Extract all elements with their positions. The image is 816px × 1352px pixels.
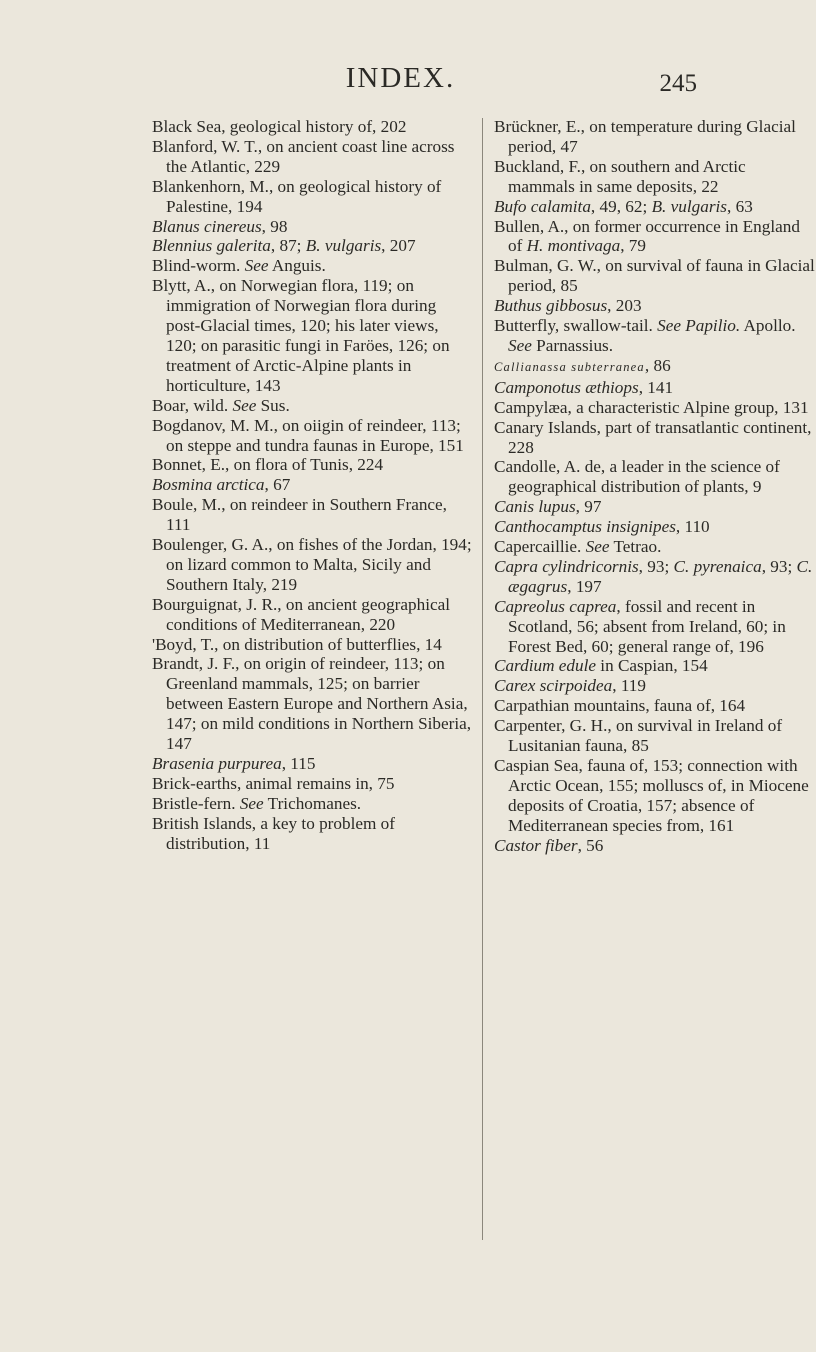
index-entry <box>152 595 472 635</box>
index-entry <box>152 535 472 595</box>
index-entry <box>494 696 816 716</box>
index-entry <box>494 217 816 257</box>
index-entry <box>494 517 816 537</box>
index-column-right <box>494 117 816 856</box>
entry-text: Black Sea, geological history of, 202 <box>152 117 407 136</box>
index-entry <box>494 256 816 296</box>
entry-text: Blytt, A., on Norwegian flora, 119; on immigration of Norwegian flora during post-Glacial times, 120; his later views, 120; on parasitic fungi in Faröes, 126; on treatment of Arctic-Alpine plants in horticulture, 143 <box>152 276 450 395</box>
entry-text: , 97 <box>575 497 602 517</box>
entry-text: Trichomanes. <box>263 793 362 813</box>
index-entry <box>152 256 472 276</box>
index-entry <box>494 117 816 157</box>
index-column-left <box>152 117 472 854</box>
entry-text-italic: Blanus cinereus <box>152 216 262 236</box>
index-entry <box>494 656 816 676</box>
entry-text: , 98 <box>261 216 288 236</box>
index-entry <box>494 676 816 696</box>
entry-text: Capercaillie. <box>494 537 586 557</box>
entry-text: , 203 <box>607 296 642 316</box>
index-entry <box>494 756 816 836</box>
entry-text: Bourguignat, J. R., on ancient geographical conditions of Mediterranean, 220 <box>152 594 451 634</box>
entry-text-italic: See <box>232 395 257 415</box>
index-entry <box>152 814 472 854</box>
entry-text-italic: B. vulgaris <box>305 236 382 256</box>
entry-text: Blind-worm. <box>152 256 245 276</box>
entry-text: Blanford, W. T., on ancient coast line across the Atlantic, 229 <box>152 136 455 176</box>
index-entry <box>152 794 472 814</box>
entry-text: Brückner, E., on temperature during Glacial period, 47 <box>494 117 796 156</box>
entry-text: Candolle, A. de, a leader in the science of geographical distribution of plants, 9 <box>494 457 780 497</box>
index-entry <box>494 157 816 197</box>
index-entry <box>152 475 472 495</box>
entry-text-italic: C. ægagrus <box>508 556 813 596</box>
index-entry <box>494 296 816 316</box>
entry-text: Bristle-fern. <box>152 793 240 813</box>
index-entry <box>494 197 816 217</box>
entry-text: , 115 <box>281 754 316 773</box>
page-number: 245 <box>659 70 697 97</box>
entry-text: , fossil and recent in Scotland, 56; absent from Ireland, 60; in Forest Bed, 60; general range of, 196 <box>508 596 786 656</box>
entry-text: Anguis. <box>268 256 326 276</box>
entry-text-italic: Brasenia purpurea <box>152 754 282 773</box>
entry-text: , 86 <box>644 355 671 375</box>
entry-text: Tetrao. <box>609 537 662 557</box>
index-entry <box>152 217 472 237</box>
entry-text-italic: See <box>239 793 264 813</box>
entry-text-italic: Bufo calamita <box>494 196 591 216</box>
index-entry <box>152 416 472 456</box>
entry-text: , 93; <box>638 556 674 576</box>
entry-text: Apollo. <box>740 316 796 336</box>
entry-text: Bulman, G. W., on survival of fauna in Glacial period, 85 <box>494 256 815 296</box>
entry-text-italic: H. montivaga <box>526 236 621 256</box>
entry-text-italic: Cardium edule <box>494 656 596 676</box>
index-entry <box>152 396 472 416</box>
entry-text: , 67 <box>264 475 291 495</box>
entry-text-italic: Camponotus æthiops <box>494 377 639 397</box>
index-entry <box>152 276 472 395</box>
index-entry <box>152 455 472 475</box>
entry-text: Campylæa, a characteristic Alpine group, 131 <box>494 397 809 417</box>
index-entry <box>494 597 816 657</box>
entry-text-italic: See <box>244 256 269 276</box>
entry-text: Bullen, A., on former occurrence in England of <box>494 216 800 256</box>
entry-text: 'Boyd, T., on distribution of butterflies, 14 <box>152 634 442 654</box>
entry-text-italic: See <box>508 335 532 355</box>
index-entry <box>152 774 472 794</box>
entry-text-italic: Castor fiber <box>494 835 578 855</box>
entry-text: Brick-earths, animal remains in, 75 <box>152 773 395 793</box>
column-divider <box>482 118 483 1240</box>
entry-text-italic: Canis lupus <box>494 497 576 517</box>
entry-text: Blankenhorn, M., on geological history of Palestine, 194 <box>152 176 442 216</box>
entry-text: , 49, 62; <box>590 196 652 216</box>
index-entry <box>494 398 816 418</box>
entry-text: , 93; <box>761 556 797 576</box>
page-title: INDEX. <box>345 62 456 94</box>
entry-text-italic: Callianassa subterranea <box>494 359 645 374</box>
entry-text: British Islands, a key to problem of distribution, 11 <box>152 813 395 853</box>
index-entry <box>494 497 816 517</box>
entry-text-italic: Carex scirpoidea <box>494 676 613 696</box>
page-header <box>0 62 801 102</box>
entry-text: Carpenter, G. H., on survival in Ireland of Lusitanian fauna, 85 <box>494 716 783 756</box>
entry-text-italic: B. vulgaris <box>651 196 727 216</box>
entry-text-italic: Capra cylindricornis <box>494 556 639 576</box>
index-entry <box>494 836 816 856</box>
entry-text: Canary Islands, part of transatlantic continent, 228 <box>494 417 812 457</box>
index-entry <box>494 316 816 356</box>
entry-text: Boule, M., on reindeer in Southern France, 111 <box>152 495 447 535</box>
entry-text: Bogdanov, M. M., on oiigin of reindeer, 113; on steppe and tundra faunas in Europe, 151 <box>152 415 464 455</box>
index-entry <box>494 418 816 458</box>
entry-text: Butterfly, swallow-tail. <box>494 316 658 336</box>
entry-text-italic: C. pyrenaica <box>673 556 762 576</box>
index-entry <box>494 378 816 398</box>
entry-text: , 79 <box>620 236 646 256</box>
entry-text: , 63 <box>727 196 753 216</box>
entry-text: in Caspian, 154 <box>596 656 708 676</box>
index-entry <box>494 716 816 756</box>
index-entry <box>152 236 472 256</box>
entry-text: Boulenger, G. A., on fishes of the Jordan, 194; on lizard common to Malta, Sicily and Southern Italy, 219 <box>152 535 472 594</box>
index-entry <box>152 137 472 177</box>
entry-text: Brandt, J. F., on origin of reindeer, 113; on Greenland mammals, 125; on barrier between Eastern Europe and Northern Asia, 147; on mild conditions in Northern Siberia, 147 <box>152 654 472 754</box>
entry-text: Buckland, F., on southern and Arctic mammals in same deposits, 22 <box>494 156 746 196</box>
index-entry <box>494 557 816 597</box>
entry-text: , 197 <box>567 576 602 596</box>
entry-text: , 87; <box>270 236 306 256</box>
index-entry <box>494 356 816 378</box>
entry-text-italic: See <box>585 537 610 557</box>
index-entry <box>494 457 816 497</box>
entry-text: Caspian Sea, fauna of, 153; connection with Arctic Ocean, 155; molluscs of, in Miocene deposits of Croatia, 157; absence of Mediterranean species from, 161 <box>494 756 809 835</box>
index-entry <box>152 177 472 217</box>
index-entry <box>152 635 472 655</box>
entry-text-italic: Bosmina arctica <box>152 475 265 495</box>
index-entry <box>152 495 472 535</box>
entry-text-italic: See Papilio. <box>657 316 741 336</box>
entry-text: , 56 <box>577 835 604 855</box>
entry-text: Carpathian mountains, fauna of, 164 <box>494 696 746 716</box>
index-entry <box>494 537 816 557</box>
index-entry <box>152 117 472 137</box>
index-entry <box>152 754 472 774</box>
entry-text-italic: Buthus gibbosus <box>494 296 608 316</box>
entry-text: Boar, wild. <box>152 395 233 415</box>
entry-text-italic: Canthocamptus insignipes <box>494 517 676 537</box>
entry-text: Parnassius. <box>531 335 614 355</box>
entry-text: , 110 <box>675 517 710 537</box>
entry-text: , 141 <box>638 377 674 397</box>
index-entry <box>152 654 472 754</box>
entry-text: Bonnet, E., on flora of Tunis, 224 <box>152 455 384 475</box>
entry-text: Sus. <box>256 395 290 415</box>
entry-text-italic: Blennius galerita <box>152 236 271 256</box>
entry-text-italic: Capreolus caprea <box>494 596 617 616</box>
entry-text: , 119 <box>612 676 646 696</box>
entry-text: , 207 <box>381 236 416 256</box>
